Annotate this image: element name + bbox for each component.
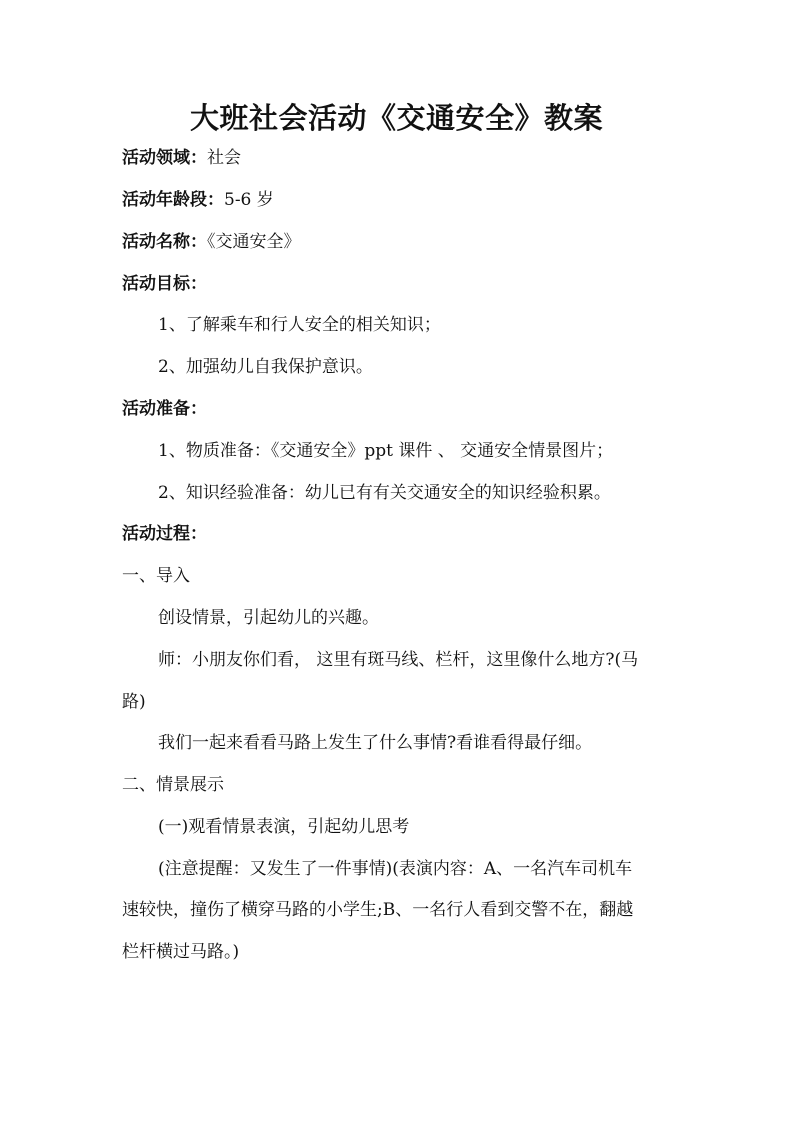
activity-name-value: 《交通安全》 bbox=[207, 232, 301, 252]
intro-paragraph-2-line-1: 师：小朋友你们看， 这里有斑马线、栏杆，这里像什么地方?(马 bbox=[158, 650, 639, 670]
activity-process-heading: 活动过程： bbox=[122, 524, 207, 544]
activity-age-label: 活动年龄段： bbox=[122, 190, 224, 210]
scene-subheading-1: (一)观看情景表演，引起幼儿思考 bbox=[158, 817, 410, 837]
scene-paragraph-line-1: (注意提醒：又发生了一件事情)(表演内容：A、一名汽车司机车 bbox=[158, 859, 633, 879]
scene-paragraph-line-3: 栏杆横过马路。) bbox=[122, 942, 240, 962]
activity-goals-heading: 活动目标： bbox=[122, 274, 207, 294]
section-heading-intro: 一、导入 bbox=[122, 566, 190, 586]
goal-item-1: 1、了解乘车和行人安全的相关知识； bbox=[158, 315, 441, 335]
document-title: 大班社会活动《交通安全》教案 bbox=[189, 101, 603, 135]
activity-field-row bbox=[122, 146, 682, 170]
activity-age-value: 5-6 岁 bbox=[224, 190, 274, 210]
activity-field-value: 社会 bbox=[207, 148, 241, 168]
section-heading-scene: 二、情景展示 bbox=[122, 775, 224, 795]
goal-item-2: 2、加强幼儿自我保护意识。 bbox=[158, 357, 373, 377]
intro-paragraph-3: 我们一起来看看马路上发生了什么事情?看谁看得最仔细。 bbox=[158, 733, 593, 753]
scene-paragraph-line-2: 速较快，撞伤了横穿马路的小学生;B、一名行人看到交警不在，翻越 bbox=[122, 900, 634, 920]
prep-item-1: 1、物质准备：《交通安全》ppt 课件 、 交通安全情景图片； bbox=[158, 441, 614, 461]
activity-prep-heading: 活动准备： bbox=[122, 399, 207, 419]
activity-name-label: 活动名称： bbox=[122, 232, 207, 252]
intro-paragraph-1: 创设情景，引起幼儿的兴趣。 bbox=[158, 608, 379, 628]
activity-name-row bbox=[122, 230, 682, 254]
activity-age-row bbox=[122, 188, 682, 212]
intro-paragraph-2-line-2: 路) bbox=[122, 692, 146, 712]
prep-item-2: 2、知识经验准备：幼儿已有有关交通安全的知识经验积累。 bbox=[158, 483, 611, 503]
activity-field-label: 活动领域： bbox=[122, 148, 207, 168]
